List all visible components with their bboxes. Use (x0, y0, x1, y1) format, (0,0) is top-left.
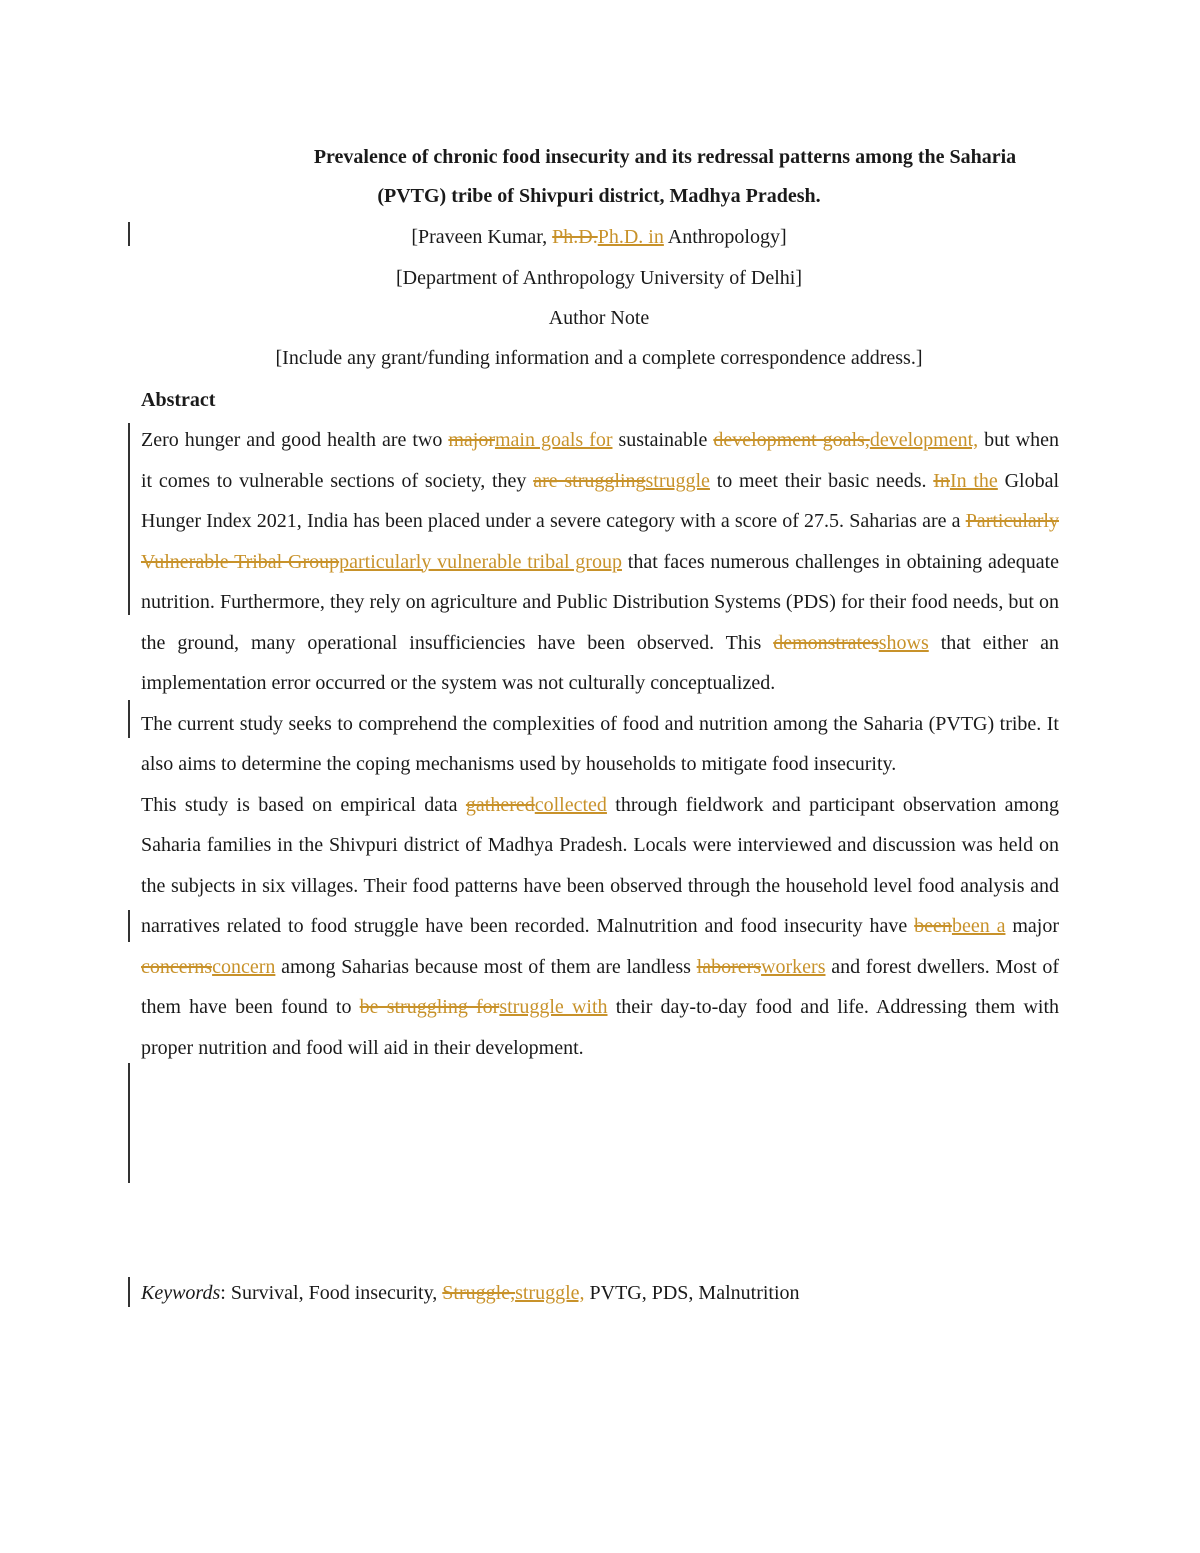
inserted-text: In the (949, 469, 998, 492)
inserted-text: particularly vulnerable tribal group (339, 550, 622, 573)
inserted-text: struggle (645, 469, 710, 492)
deleted-text: demonstrates (773, 631, 879, 654)
inserted-text: collected (534, 793, 607, 816)
paragraph-text: and forest dwellers. Most of them have been found to (141, 955, 1060, 1018)
abstract-paragraph-2: The current study seeks to comprehend the complexities of food and nutrition among the Saharia (PVTG) tribe. It also aims to determine the coping mechanisms used by households to mitigate food insecurity. (141, 712, 1059, 775)
department-line: [Department of Anthropology University of Delhi] (395, 267, 803, 289)
deleted-text: In (933, 469, 950, 492)
deleted-text: Ph.D. (552, 226, 598, 248)
paragraph-text: to meet their basic needs. (709, 469, 934, 492)
inserted-text: concern (212, 955, 276, 978)
paragraph-text: sustainable (612, 429, 714, 451)
abstract-body (141, 420, 1059, 1068)
change-bar (128, 1063, 130, 1183)
deleted-text: Struggle, (442, 1282, 516, 1304)
title-line-1: Prevalence of chronic food insecurity and its redressal patterns among the Saharia (313, 146, 1017, 168)
author-line (140, 217, 1058, 257)
paragraph-text: through fieldwork and participant observation among Saharia families in the Shivpuri district of Madhya Pradesh. Locals were interviewed and discussion was held on the subjects in six villages. Their food patterns have been observed through the household level food analysis and narratives related to food struggle have been recorded. Malnutrition and food insecurity have (141, 793, 1060, 937)
abstract-paragraph-1 (141, 420, 1059, 704)
change-bar (128, 423, 130, 615)
paragraph-text: major (1005, 915, 1060, 937)
author-note-heading: Author Note (548, 307, 650, 329)
deleted-text: major (448, 429, 495, 451)
change-bar (128, 910, 130, 942)
deleted-text: gathered (465, 793, 535, 816)
keywords-line (141, 1273, 1059, 1313)
title-line-2: (PVTG) tribe of Shivpuri district, Madhya Pradesh. (377, 185, 821, 207)
author-text: Anthropology] (663, 226, 787, 248)
deleted-text: been (914, 915, 952, 937)
deleted-text: development goals, (713, 429, 870, 451)
inserted-text: main goals for (494, 429, 613, 451)
paragraph-text: that faces numerous challenges in obtaining adequate nutrition. Furthermore, they rely on agriculture and Public Distribution Systems (PDS) for their food needs, but on the ground, many operational insufficiencies have been observed. This (141, 550, 1060, 654)
paragraph-text: This study is based on empirical data (141, 793, 466, 816)
deleted-text: laborers (696, 955, 762, 978)
paragraph-text: Global Hunger Index 2021, India has been placed under a severe category with a score of 27.5. Saharias are a (141, 469, 1060, 532)
paragraph-text: that either an implementation error occurred or the system was not culturally conceptualized. (141, 631, 1059, 694)
keywords-colon: : (220, 1282, 231, 1304)
inserted-text: development, (869, 429, 979, 451)
inserted-text: struggle, (515, 1282, 585, 1304)
inserted-text: workers (761, 955, 826, 978)
inserted-text: been a (951, 915, 1006, 937)
author-text: [Praveen Kumar, (411, 226, 553, 248)
inserted-text: Ph.D. in (597, 226, 664, 248)
deleted-text: concerns (141, 955, 213, 978)
keywords-label: Keywords (141, 1282, 221, 1304)
paragraph-text: among Saharias because most of them are landless (275, 955, 697, 978)
abstract-heading: Abstract (141, 389, 216, 411)
change-bar (128, 222, 130, 246)
change-bar (128, 1277, 130, 1307)
keywords-text: PVTG, PDS, Malnutrition (584, 1282, 800, 1304)
deleted-text: Particularly Vulnerable Tribal Group (141, 510, 1059, 573)
change-bar (128, 700, 130, 738)
keywords-text: Survival, Food insecurity, (230, 1282, 443, 1304)
inserted-text: shows (878, 631, 929, 654)
paragraph-text: but when it comes to vulnerable sections of society, they (141, 429, 1059, 492)
paragraph-text: Zero hunger and good health are two (141, 429, 449, 451)
deleted-text: be struggling for (359, 996, 500, 1018)
paragraph-text: their day-to-day food and life. Addressing them with proper nutrition and food will aid in their development. (141, 996, 1060, 1059)
deleted-text: are struggling (533, 469, 646, 492)
abstract-paragraph-3 (141, 785, 1059, 1069)
grant-note: [Include any grant/funding information and a complete correspondence address.] (275, 347, 923, 369)
inserted-text: struggle with (499, 996, 608, 1018)
